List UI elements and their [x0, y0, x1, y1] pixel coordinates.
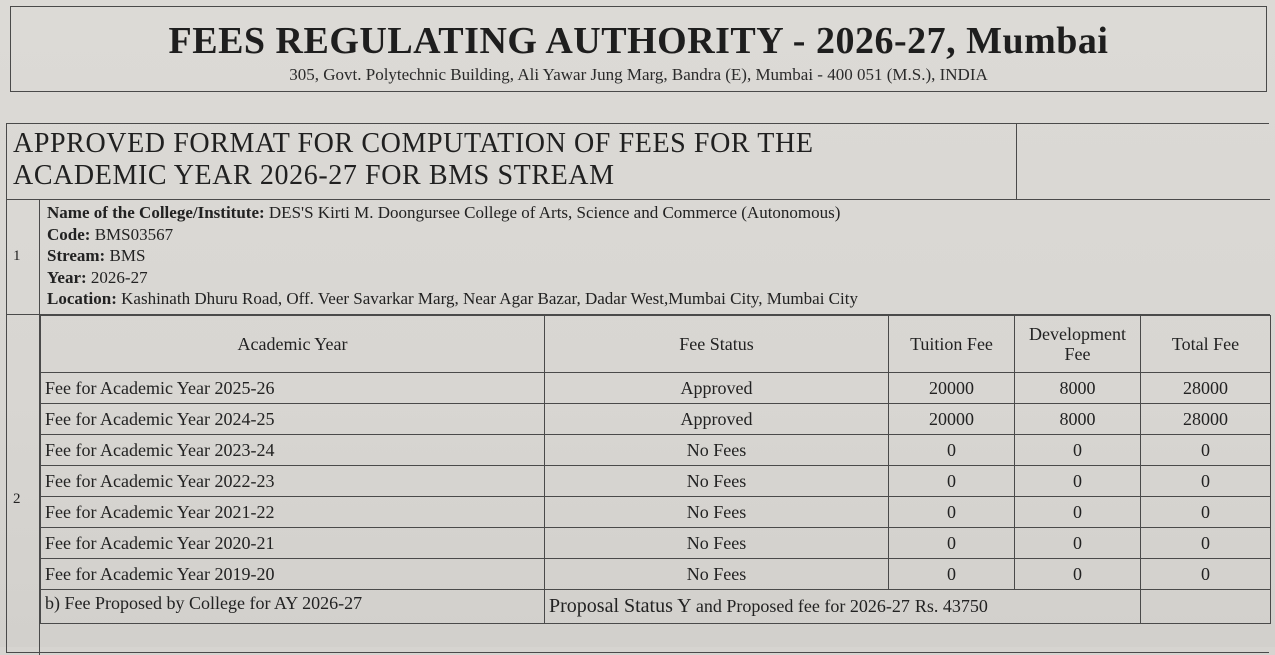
college-details — [40, 200, 1270, 315]
col-fee-status: Fee Status — [545, 316, 889, 373]
col-academic-year: Academic Year — [41, 316, 545, 373]
college-name-value: DES'S Kirti M. Doongursee College of Arts, Science and Commerce (Autonomous) — [268, 203, 841, 222]
year-line — [47, 267, 1270, 289]
code-line — [47, 224, 1270, 246]
title-side-cell — [1017, 124, 1270, 200]
college-name-label: Name of the College/Institute: — [47, 203, 265, 222]
row-total-fee: 0 — [1141, 528, 1271, 559]
table-row — [41, 466, 1271, 497]
proposal-amount: Rs. 43750 — [914, 596, 988, 616]
row-fee-status: Approved — [545, 373, 889, 404]
proposal-row — [41, 590, 1271, 624]
code-value: BMS03567 — [94, 224, 174, 244]
proposal-status-value: Y — [677, 595, 691, 617]
college-name-line — [47, 202, 1270, 224]
year-label: Year: — [47, 267, 87, 287]
row-total-fee: 0 — [1141, 466, 1271, 497]
table-row — [41, 528, 1271, 559]
table-row — [41, 497, 1271, 528]
row-fee-status: No Fees — [545, 466, 889, 497]
row-development-fee: 0 — [1015, 559, 1141, 590]
row-fee-status: No Fees — [545, 559, 889, 590]
row-fee-status: Approved — [545, 404, 889, 435]
stream-line — [47, 245, 1270, 267]
row-development-fee: 0 — [1015, 528, 1141, 559]
row-tuition-fee: 0 — [889, 435, 1015, 466]
row-total-fee: 0 — [1141, 435, 1271, 466]
section-2-number: 2 — [7, 315, 40, 655]
row-development-fee: 0 — [1015, 497, 1141, 528]
row-academic-year: Fee for Academic Year 2023-24 — [41, 435, 545, 466]
row-development-fee: 8000 — [1015, 373, 1141, 404]
authority-address: 305, Govt. Polytechnic Building, Ali Yawar Jung Marg, Bandra (E), Mumbai - 400 051 (M.S.), INDIA — [289, 65, 988, 84]
row-tuition-fee: 20000 — [889, 404, 1015, 435]
location-label: Location: — [47, 289, 117, 308]
row-academic-year: Fee for Academic Year 2025-26 — [41, 373, 545, 404]
table-row — [41, 404, 1271, 435]
row-fee-status: No Fees — [545, 528, 889, 559]
table-row — [41, 373, 1271, 404]
col-development-fee-line-1: Development — [1029, 324, 1126, 344]
section-1-number: 1 — [7, 200, 40, 315]
table-row — [41, 435, 1271, 466]
fee-rows — [41, 373, 1271, 590]
row-academic-year: Fee for Academic Year 2024-25 — [41, 404, 545, 435]
stream-value: BMS — [109, 246, 146, 265]
form-title — [7, 124, 1017, 200]
row-development-fee: 0 — [1015, 466, 1141, 497]
col-tuition-fee: Tuition Fee — [889, 316, 1015, 373]
proposal-status-label: Proposal Status — [549, 595, 673, 617]
location-line — [47, 288, 1270, 310]
year-value: 2026-27 — [90, 267, 148, 287]
form-title-line-1: APPROVED FORMAT FOR COMPUTATION OF FEES FOR THE — [13, 128, 814, 159]
row-academic-year: Fee for Academic Year 2020-21 — [41, 528, 545, 559]
row-tuition-fee: 0 — [889, 528, 1015, 559]
row-total-fee: 28000 — [1141, 404, 1271, 435]
row-academic-year: Fee for Academic Year 2019-20 — [41, 559, 545, 590]
row-tuition-fee: 0 — [889, 497, 1015, 528]
row-academic-year: Fee for Academic Year 2022-23 — [41, 466, 545, 497]
proposal-and-text: and Proposed fee for 2026-27 — [695, 596, 910, 616]
code-label: Code: — [47, 224, 91, 244]
authority-header — [10, 6, 1267, 92]
col-development-fee — [1015, 316, 1141, 373]
proposal-label: b) Fee Proposed by College for AY 2026-27 — [41, 590, 545, 624]
table-row — [41, 559, 1271, 590]
proposal-empty-cell — [1141, 590, 1271, 624]
row-total-fee: 0 — [1141, 559, 1271, 590]
row-total-fee: 0 — [1141, 497, 1271, 528]
row-tuition-fee: 20000 — [889, 373, 1015, 404]
table-header-row — [41, 316, 1271, 373]
row-academic-year: Fee for Academic Year 2021-22 — [41, 497, 545, 528]
authority-title: FEES REGULATING AUTHORITY - 2026-27, Mumbai — [168, 20, 1109, 62]
row-development-fee: 8000 — [1015, 404, 1141, 435]
fee-computation-form — [6, 123, 1269, 653]
row-tuition-fee: 0 — [889, 466, 1015, 497]
proposal-status-cell — [545, 590, 1141, 624]
col-development-fee-line-2: Fee — [1064, 344, 1091, 364]
row-development-fee: 0 — [1015, 435, 1141, 466]
form-title-line-2: ACADEMIC YEAR 2026-27 FOR BMS STREAM — [13, 160, 615, 191]
fee-history-table — [40, 315, 1271, 624]
row-tuition-fee: 0 — [889, 559, 1015, 590]
row-fee-status: No Fees — [545, 435, 889, 466]
row-fee-status: No Fees — [545, 497, 889, 528]
row-total-fee: 28000 — [1141, 373, 1271, 404]
col-total-fee: Total Fee — [1141, 316, 1271, 373]
location-value: Kashinath Dhuru Road, Off. Veer Savarkar Marg, Near Agar Bazar, Dadar West,Mumbai City, Mumbai City — [121, 289, 858, 308]
stream-label: Stream: — [47, 246, 106, 265]
